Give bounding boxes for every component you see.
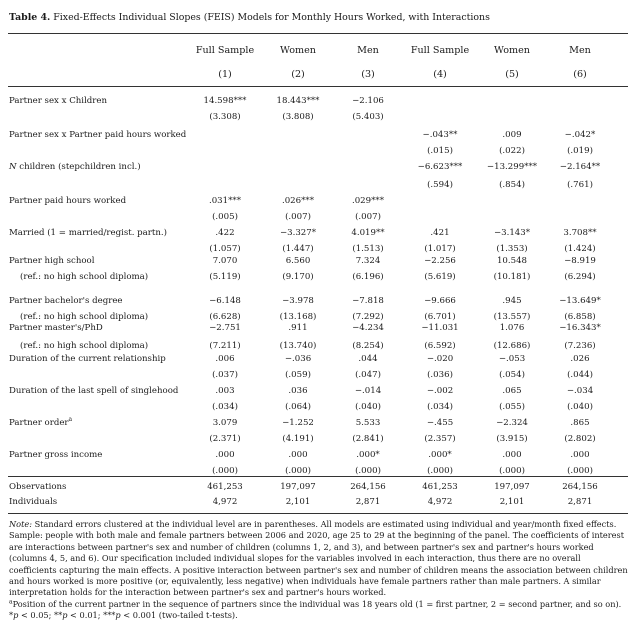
row-sublabel: (ref.: no high school diploma) [20, 272, 149, 282]
standard-error: (7.236) [564, 341, 596, 351]
coefficient: .911 [288, 323, 308, 333]
individuals-row-value: 4,972 [427, 497, 453, 507]
coefficient: −.053 [498, 354, 526, 364]
note-paragraph [9, 519, 629, 599]
observations-row-value: 264,156 [562, 482, 598, 492]
coefficient: .422 [215, 228, 235, 238]
standard-error: (2.371) [209, 434, 241, 444]
observations-row-value: 197,097 [280, 482, 316, 492]
table-title [9, 12, 490, 23]
coefficient: .000 [502, 450, 522, 460]
standard-error: (.594) [427, 180, 453, 190]
coefficient: −13.299*** [486, 162, 538, 172]
coefficient: .000* [428, 450, 452, 460]
coefficient: .000 [288, 450, 308, 460]
coefficient: .000 [570, 450, 590, 460]
row-label: Partner sex x Children [9, 96, 108, 106]
p-italic: p [13, 610, 19, 621]
row-sublabel: (ref.: no high school diploma) [20, 341, 149, 351]
coefficient: −7.818 [352, 296, 384, 306]
column-group-label: Men [569, 45, 591, 56]
coefficient: 6.560 [285, 256, 311, 266]
standard-error: (10.181) [493, 272, 531, 282]
coefficient: −.034 [566, 386, 594, 396]
p-italic: p [62, 610, 68, 621]
coefficient: 4.019** [351, 228, 385, 238]
coefficient: −.042* [564, 130, 596, 140]
standard-error: (.015) [427, 146, 453, 156]
standard-error: (1.017) [424, 244, 456, 254]
row-label: Married (1 = married/regist. partn.) [9, 228, 167, 238]
column-group-label: Full Sample [410, 45, 470, 56]
observations-row-value: 461,253 [207, 482, 243, 492]
standard-error: (6.858) [564, 312, 596, 322]
row-label: Partner gross income [9, 450, 103, 460]
column-number: (3) [361, 69, 375, 80]
coefficient: −.043** [422, 130, 458, 140]
coefficient: .000* [356, 450, 380, 460]
p-italic: p [115, 610, 121, 621]
standard-error: (8.254) [352, 341, 384, 351]
standard-error: (.000) [285, 466, 311, 476]
column-group-label: Women [494, 45, 530, 56]
coefficient: −.002 [426, 386, 454, 396]
footnote-a-text: Position of the current partner in the sequence of partners since the individual was 18 years old (1 = first partner, 2 = second partner, and so on). [12, 598, 622, 609]
standard-error: (5.119) [209, 272, 241, 282]
coefficient: −4.234 [352, 323, 384, 333]
coefficient: .036 [288, 386, 308, 396]
standard-error: (2.841) [352, 434, 384, 444]
standard-error: (13.740) [279, 341, 317, 351]
column-number: (5) [505, 69, 519, 80]
coefficient: .026 [570, 354, 590, 364]
standard-error: (.034) [427, 402, 453, 412]
standard-error: (1.513) [352, 244, 384, 254]
table-number: Table 4. [9, 12, 51, 23]
individuals-row-value: 4,972 [212, 497, 238, 507]
standard-error: (.022) [499, 146, 525, 156]
row-label-italic: N [9, 162, 17, 172]
standard-error: (6.294) [564, 272, 596, 282]
standard-error: (.040) [567, 402, 593, 412]
standard-error: (.007) [285, 212, 311, 222]
individuals-row-value: 2,101 [499, 497, 525, 507]
row-label: Partner master's/PhD [9, 323, 103, 333]
row-label: Partner high school [9, 256, 95, 266]
standard-error: (.044) [567, 370, 593, 380]
coefficient: 18.443*** [276, 96, 320, 106]
coefficient: −8.919 [564, 256, 596, 266]
coefficient: −2.324 [496, 418, 528, 428]
coefficient: .003 [215, 386, 235, 396]
row-sublabel: (ref.: no high school diploma) [20, 312, 149, 322]
coefficient: .029*** [351, 196, 385, 206]
standard-error: (1.424) [564, 244, 596, 254]
coefficient: .945 [502, 296, 522, 306]
standard-error: (.007) [355, 212, 381, 222]
standard-error: (1.353) [496, 244, 528, 254]
standard-error: (.000) [355, 466, 381, 476]
coefficient: .000 [215, 450, 235, 460]
individuals-row-value: 2,871 [355, 497, 381, 507]
standard-error: (13.168) [279, 312, 317, 322]
standard-error: (5.619) [424, 272, 456, 282]
column-number: (6) [573, 69, 587, 80]
coefficient: 7.324 [355, 256, 381, 266]
standard-error: (9.170) [282, 272, 314, 282]
coefficient: .065 [502, 386, 522, 396]
footnote-marker: a [68, 416, 73, 424]
coefficient: 14.598*** [203, 96, 247, 106]
standard-error: (.037) [212, 370, 238, 380]
observations-row-value: 197,097 [494, 482, 530, 492]
standard-error: (.005) [212, 212, 238, 222]
standard-error: (3.808) [282, 112, 314, 122]
coefficient: −16.343* [559, 323, 601, 333]
row-label: Partner paid hours worked [9, 196, 127, 206]
top-rule [8, 33, 628, 34]
note-text: Standard errors clustered at the individual level are in parentheses. All models are estimated using individual and year/month fixed effects. Sample: people with both male and female partners between 2006 and 2020, age 25 to 29 at the beginning of the panel. The coefficients of interest are interactions between partner's sex and number of children (columns 1, 2, and 3), and between partner's sex and partner's hours worked (columns 4, 5, and 6). Our specification included individual slopes for the variables involved in each interaction, thus there are no overall coefficients capturing the main effects. A positive interaction between partner's sex and number of children means the association between children and hours worked is more positive (or, equivalently, less negative) when individuals have female partners rather than male partners. A similar interpretation holds for the interaction between partner's sex and partner's hours worked. [9, 519, 628, 598]
column-group-label: Women [280, 45, 316, 56]
standard-error: (.000) [567, 466, 593, 476]
standard-error: (13.557) [493, 312, 531, 322]
column-group-label: Full Sample [195, 45, 255, 56]
note-label: Note: [9, 519, 32, 529]
coefficient: .421 [430, 228, 450, 238]
coefficient: 5.533 [355, 418, 381, 428]
standard-error: (7.211) [209, 341, 241, 351]
coefficient: .009 [502, 130, 522, 140]
observations-row-value: 461,253 [422, 482, 458, 492]
row-label: Partner order$^a$ [9, 416, 73, 428]
row-label: Partner bachelor's degree [9, 296, 123, 306]
coefficient: .044 [358, 354, 378, 364]
column-number: (4) [433, 69, 447, 80]
coefficient: −.036 [284, 354, 312, 364]
standard-error: (.059) [285, 370, 311, 380]
standard-error: (2.802) [564, 434, 596, 444]
table-caption: Fixed-Effects Individual Slopes (FEIS) Models for Monthly Hours Worked, with Interactions [53, 12, 490, 23]
standard-error: (.019) [567, 146, 593, 156]
standard-error: (.034) [212, 402, 238, 412]
standard-error: (.036) [427, 370, 453, 380]
coefficient: 10.548 [496, 256, 528, 266]
standard-error: (12.686) [493, 341, 531, 351]
standard-error: (6.701) [424, 312, 456, 322]
coefficient: −9.666 [424, 296, 456, 306]
standard-error: (.040) [355, 402, 381, 412]
coefficient: 3.079 [212, 418, 238, 428]
standard-error: (5.403) [352, 112, 384, 122]
standard-error: (.055) [499, 402, 525, 412]
coefficient: −6.623*** [417, 162, 463, 172]
coefficient: −.014 [354, 386, 382, 396]
standard-error: (1.447) [282, 244, 314, 254]
standard-error: (.054) [499, 370, 525, 380]
standard-error: (2.357) [424, 434, 456, 444]
coefficient: −3.327* [279, 228, 317, 238]
individuals-row-value: 2,871 [567, 497, 593, 507]
standard-error: (3.308) [209, 112, 241, 122]
coefficient: −1.252 [282, 418, 314, 428]
standard-error: (.000) [212, 466, 238, 476]
bottom-rule [8, 513, 628, 514]
coefficient: −2.164** [559, 162, 601, 172]
observations-row-value: 264,156 [350, 482, 386, 492]
row-label: Duration of the current relationship [9, 354, 166, 364]
standard-error: (6.196) [352, 272, 384, 282]
coefficient: .026*** [281, 196, 315, 206]
standard-error: (.854) [499, 180, 525, 190]
significance-note: *p < 0.05; **p < 0.01; ***p < 0.001 (two-tailed t-tests). [9, 610, 238, 621]
observations-row-label: Observations [9, 482, 67, 492]
summary-rule [8, 476, 628, 477]
standard-error: (6.628) [209, 312, 241, 322]
standard-error: (.000) [427, 466, 453, 476]
row-label: Partner sex x Partner paid hours worked [9, 130, 187, 140]
coefficient: .865 [570, 418, 590, 428]
coefficient: −.455 [426, 418, 454, 428]
standard-error: (4.191) [282, 434, 314, 444]
column-number: (1) [218, 69, 232, 80]
coefficient: −2.256 [424, 256, 456, 266]
coefficient: 3.708** [563, 228, 597, 238]
coefficient: .006 [215, 354, 235, 364]
footnote-a: $^a$Position of the current partner in the sequence of partners since the individual was 18 years old (1 = first partner, 2 = second partner, and so on). [9, 598, 622, 609]
coefficient: −6.148 [209, 296, 241, 306]
standard-error: (3.915) [496, 434, 528, 444]
column-number: (2) [291, 69, 305, 80]
coefficient: .031*** [208, 196, 242, 206]
column-group-label: Men [357, 45, 379, 56]
row-label: N children (stepchildren incl.) [9, 162, 141, 172]
standard-error: (.047) [355, 370, 381, 380]
standard-error: (1.057) [209, 244, 241, 254]
coefficient: 1.076 [499, 323, 525, 333]
standard-error: (.761) [567, 180, 593, 190]
coefficient: −3.978 [282, 296, 314, 306]
standard-error: (.000) [499, 466, 525, 476]
table-notes [9, 519, 629, 622]
coefficient: −11.031 [421, 323, 459, 333]
header-rule [8, 86, 628, 87]
coefficient: −2.751 [209, 323, 241, 333]
row-label: Duration of the last spell of singlehood [9, 386, 179, 396]
standard-error: (.064) [285, 402, 311, 412]
coefficient: 7.070 [212, 256, 238, 266]
standard-error: (6.592) [424, 341, 456, 351]
coefficient: −13.649* [559, 296, 601, 306]
coefficient: −.020 [426, 354, 454, 364]
individuals-row-value: 2,101 [285, 497, 311, 507]
individuals-row-label: Individuals [9, 497, 58, 507]
standard-error: (7.292) [352, 312, 384, 322]
coefficient: −2.106 [352, 96, 384, 106]
coefficient: −3.143* [493, 228, 531, 238]
